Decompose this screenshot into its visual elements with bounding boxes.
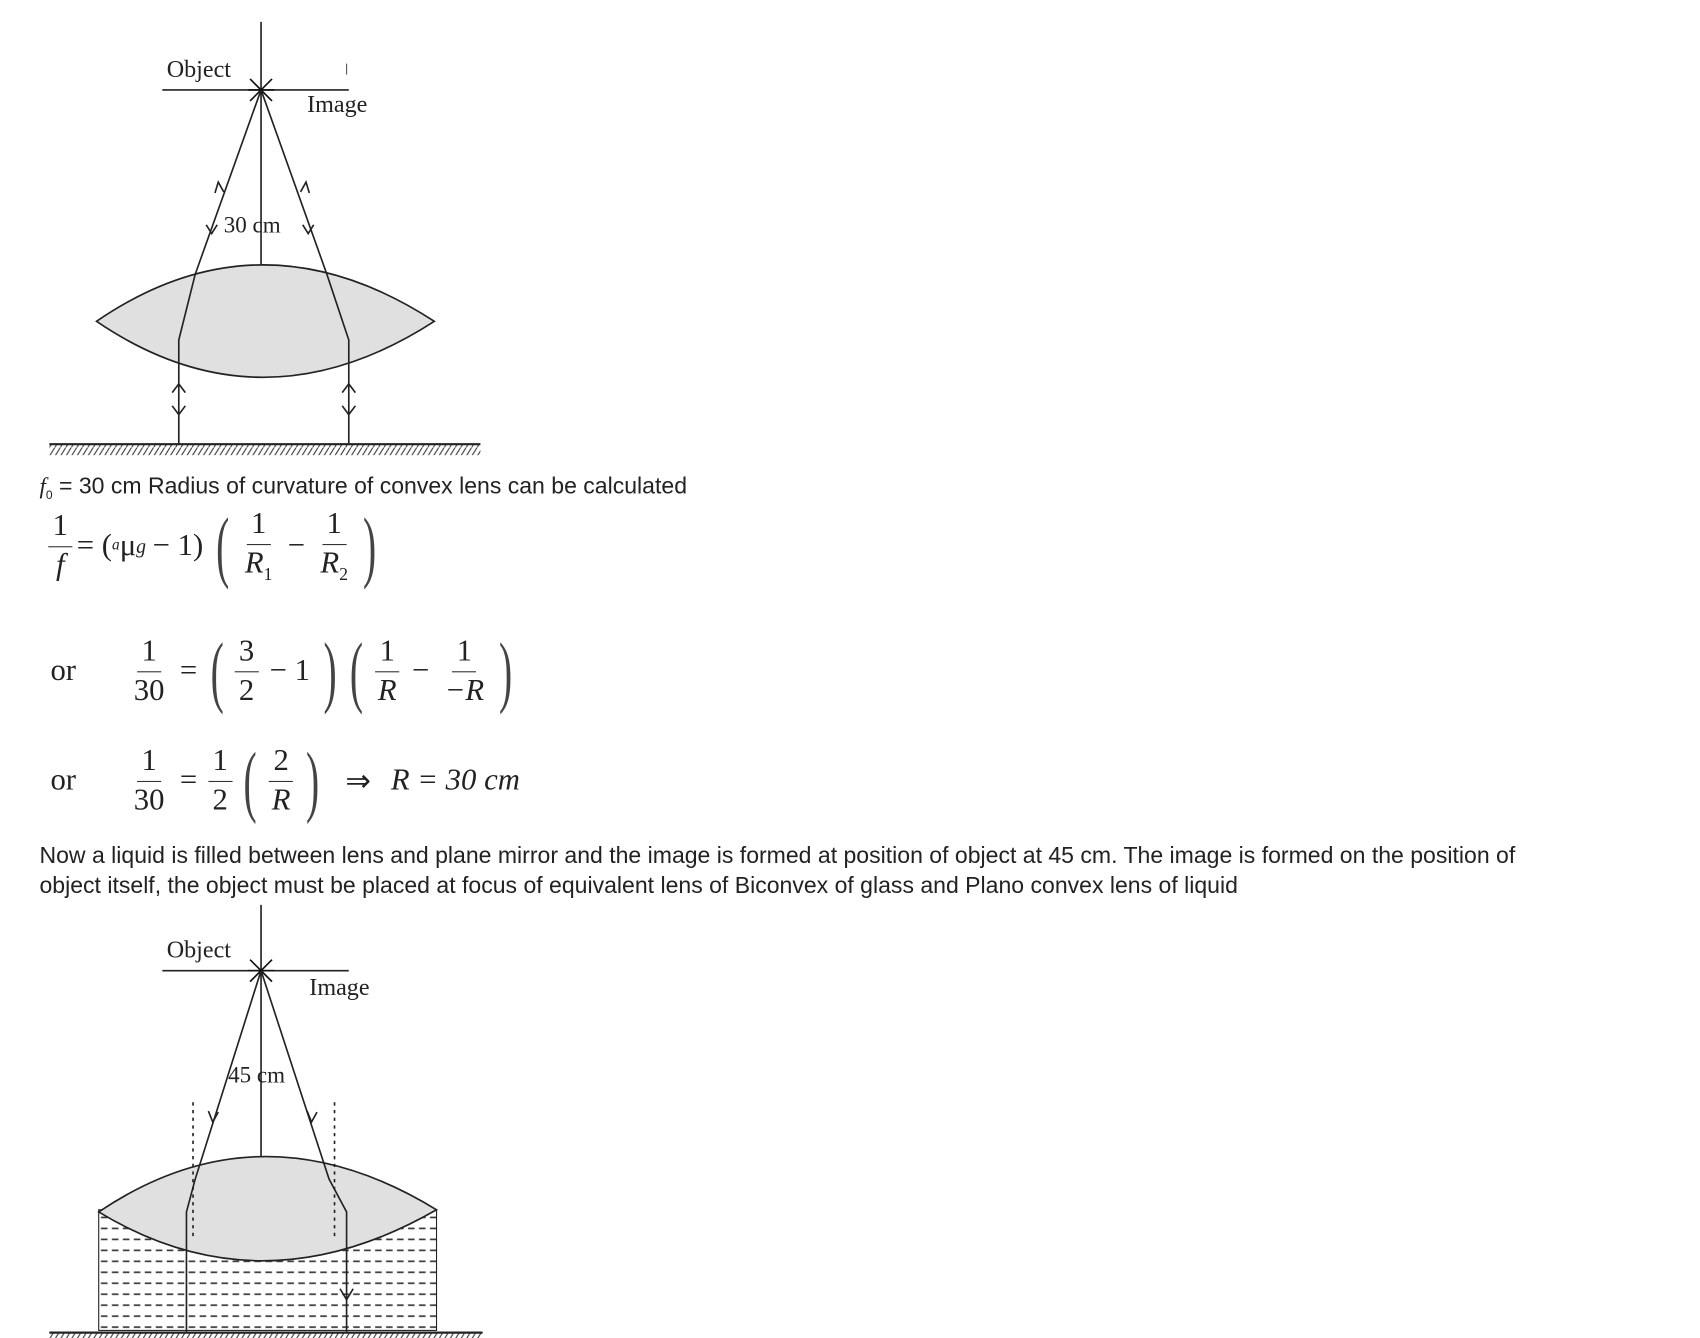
explanation-paragraph: Now a liquid is filled between lens and plane mirror and the image is formed at position of object at 45 cm. The image is formed on the position of object itself, the object must be placed at focus of equivalent lens of Biconvex of glass and Plano convex lens of liquid xyxy=(39,843,1516,899)
biconvex-lens xyxy=(97,265,435,377)
equation-step-2: or $\frac{1}{30}$ = ( $\frac{3}{2}$ − 1 ) ( $\frac{1}{R}$ − $\frac{1}{-R}$ ) xyxy=(50,627,513,716)
intro-line: $f_0 = 30$ cm Radius of curvature of convex lens can be calculated xyxy=(39,472,688,503)
image-label: Image xyxy=(307,91,368,118)
object-label: Object xyxy=(166,937,231,964)
equation-step-3: or $\frac{1}{30}$ = $\frac{1}{2}$ ( $\frac{2}{R}$ ) ⇒ R = 30 cm xyxy=(50,737,520,825)
lens-liquid-mirror-diagram-2 xyxy=(0,883,505,1338)
lensmaker-equation: $\frac{1}{f}$ = ( a μ g − 1) ( $\frac{1}{R_1}$ − $\frac{1}{R_2}$ ) xyxy=(44,507,383,586)
distance-label: 30 cm xyxy=(223,211,281,238)
plane-mirror xyxy=(49,444,480,455)
distance-label: 45 cm xyxy=(228,1061,286,1088)
object-label: Object xyxy=(166,56,231,83)
image-label: Image xyxy=(309,974,370,1001)
lens-mirror-diagram-1 xyxy=(0,0,505,472)
